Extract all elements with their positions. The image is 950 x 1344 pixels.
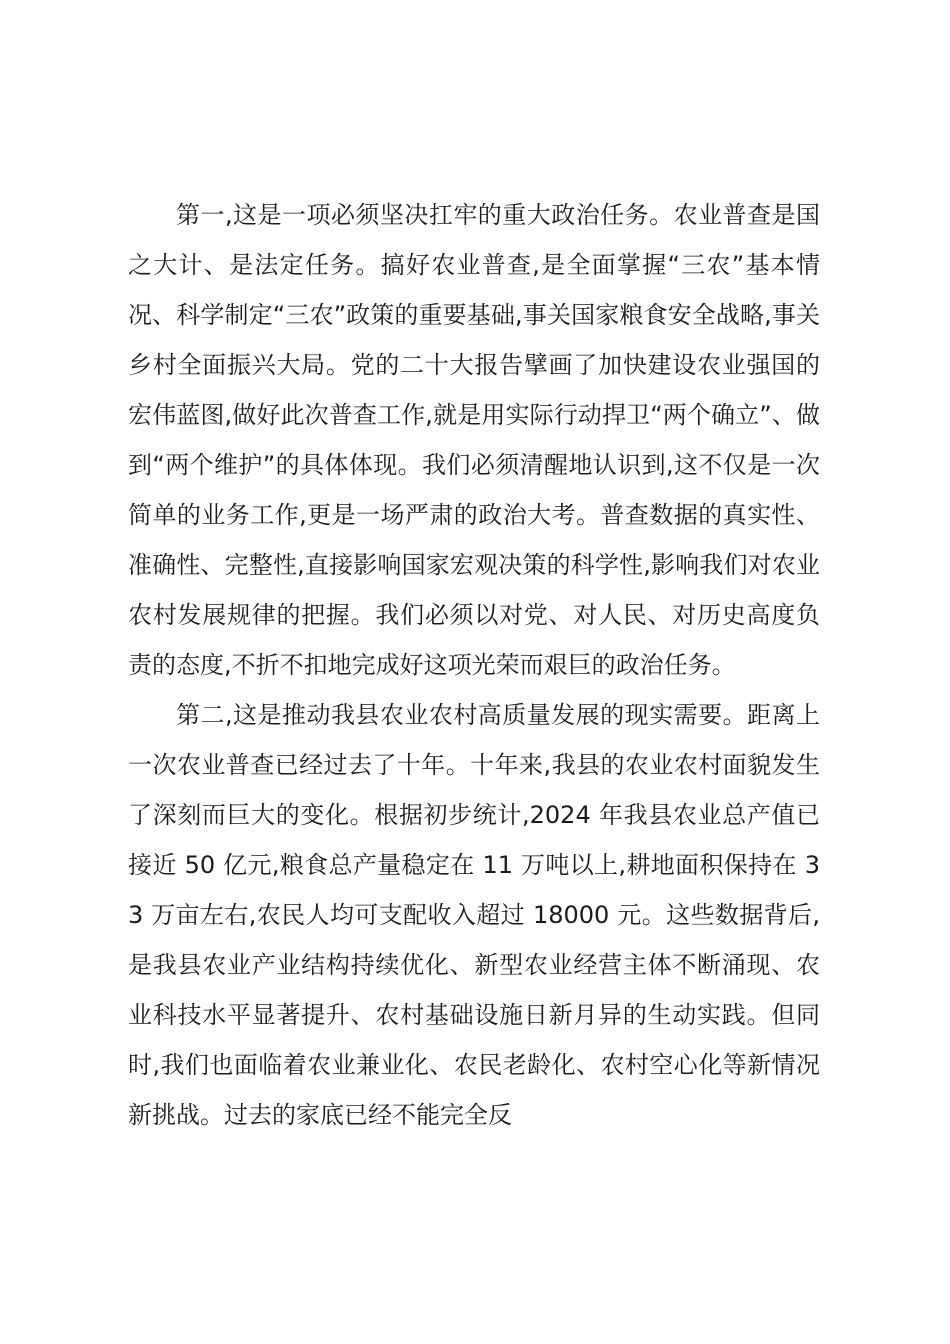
paragraph-second: 第二,这是推动我县农业农村高质量发展的现实需要。距离上一次农业普查已经过去了十年。十年来,我县的农业农村面貌发生了深刻而巨大的变化。根据初步统计,2024 年我县农业总产值已接近 50 亿元,粮食总产量稳定在 11 万吨以上,耕地面积保持在 33 万亩左右,农民人均可支配收入超过 18000 元。这些数据背后,是我县农业产业结构持续优化、新型农业经营主体不断涌现、农业科技水平显著提升、农村基础设施日新月异的生动实践。但同时,我们也面临着农业兼业化、农民老龄化、农村空心化等新情况新挑战。过去的家底已经不能完全反 (128, 701, 820, 1129)
paragraph-first: 第一,这是一项必须坚决扛牢的重大政治任务。农业普查是国之大计、是法定任务。搞好农业普查,是全面掌握“三农”基本情况、科学制定“三农”政策的重要基础,事关国家粮食安全战略,事关乡村全面振兴大局。党的二十大报告擘画了加快建设农业强国的宏伟蓝图,做好此次普查工作,就是用实际行动捍卫“两个确立”、做到“两个维护”的具体体现。我们必须清醒地认识到,这不仅是一次简单的业务工作,更是一场严肃的政治大考。普查数据的真实性、准确性、完整性,直接影响国家宏观决策的科学性,影响我们对农业农村发展规律的把握。我们必须以对党、对人民、对历史高度负责的态度,不折不扣地完成好这项光荣而艰巨的政治任务。 (128, 201, 820, 679)
document-body (128, 190, 820, 1140)
